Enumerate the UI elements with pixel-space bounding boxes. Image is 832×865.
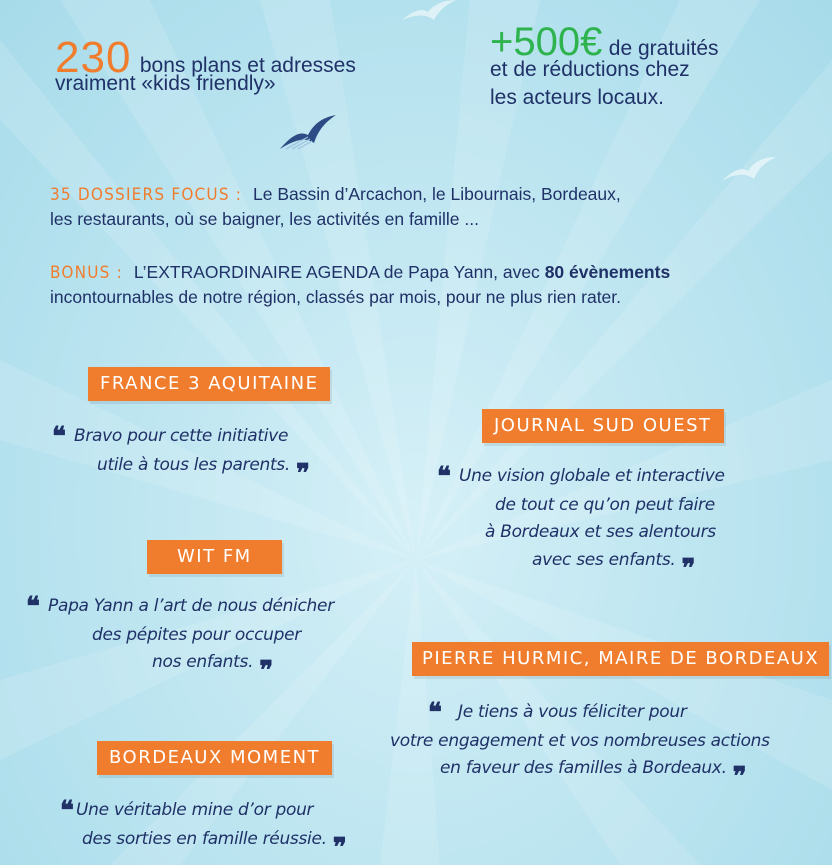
close-quote-icon: ❞ <box>295 458 308 489</box>
focus-keyword: 35 DOSSIERS FOCUS : <box>50 185 243 205</box>
close-quote-icon: ❞ <box>259 656 272 686</box>
bird-icon <box>398 0 458 22</box>
bonus-line1: L’EXTRAORDINAIRE AGENDA de Papa Yann, avec <box>133 262 545 282</box>
quote-line: Papa Yann a l’art de nous dénicher <box>48 596 334 616</box>
quote-sud-ouest <box>437 463 725 583</box>
quote-line: Une vision globale et interactive <box>459 466 725 486</box>
bonus-paragraph <box>50 260 820 309</box>
stat-right-line1: de gratuités <box>608 37 719 60</box>
quote-line: avec ses enfants. <box>532 549 676 570</box>
source-badge-sud-ouest: JOURNAL SUD OUEST <box>482 409 724 443</box>
open-quote-icon: ❝ <box>60 796 72 826</box>
stat-left-line1: bons plans et adresses <box>139 54 356 77</box>
quote-bordeaux-moment <box>60 797 345 862</box>
source-badge-bordeaux-moment: BORDEAUX MOMENT <box>97 741 332 775</box>
stat-right-number: +500€ <box>490 20 603 64</box>
quote-line: des pépites pour occuper <box>92 624 301 645</box>
focus-paragraph <box>50 182 810 231</box>
open-quote-icon: ❝ <box>437 462 449 492</box>
quote-line: Je tiens à vous féliciter pour <box>458 702 687 722</box>
source-badge-france3: FRANCE 3 AQUITAINE <box>88 367 330 401</box>
quote-line: nos enfants. <box>152 652 254 672</box>
quote-line: Une véritable mine d’or pour <box>76 800 314 820</box>
quote-france3 <box>52 423 308 488</box>
quote-line: en faveur des familles à Bordeaux. <box>440 758 727 778</box>
bird-icon <box>718 155 778 185</box>
focus-line1: Le Bassin d’Arcachon, le Libournais, Bordeaux, <box>253 184 621 204</box>
quote-line: à Bordeaux et ses alentours <box>485 522 716 542</box>
stat-left <box>55 33 425 96</box>
stat-left-number: 230 <box>55 33 132 82</box>
quote-line: Bravo pour cette initiative <box>74 426 289 446</box>
source-badge-pierre-hurmic: PIERRE HURMIC, MAIRE DE BORDEAUX <box>412 642 829 676</box>
quote-line: utile à tous les parents. <box>97 454 290 475</box>
open-quote-icon: ❝ <box>52 422 64 452</box>
quote-wit-fm <box>26 593 334 686</box>
quote-line: des sorties en famille réussie. <box>82 828 327 849</box>
close-quote-icon: ❞ <box>732 762 745 792</box>
stat-right-line2: et de réductions chez <box>490 58 690 81</box>
bonus-line2: incontournables de notre région, classés par mois, pour ne plus rien rater. <box>50 287 622 307</box>
close-quote-icon: ❞ <box>681 553 694 584</box>
quote-line: votre engagement et vos nombreuses actions <box>390 730 770 751</box>
focus-line2: les restaurants, où se baigner, les activités en famille ... <box>50 209 479 229</box>
source-badge-wit-fm: WIT FM <box>147 540 282 574</box>
stat-right <box>490 20 820 110</box>
open-quote-icon: ❝ <box>428 698 440 728</box>
stat-right-line3: les acteurs locaux. <box>490 86 664 109</box>
bonus-highlight: 80 évènements <box>544 262 671 282</box>
bird-icon <box>278 113 338 153</box>
close-quote-icon: ❞ <box>332 832 345 863</box>
stat-left-line2: vraiment «kids friendly» <box>55 72 276 95</box>
open-quote-icon: ❝ <box>26 592 38 622</box>
quote-line: de tout ce qu’on peut faire <box>495 494 715 515</box>
bonus-keyword: BONUS : <box>50 263 123 283</box>
quote-pierre-hurmic <box>390 699 770 792</box>
